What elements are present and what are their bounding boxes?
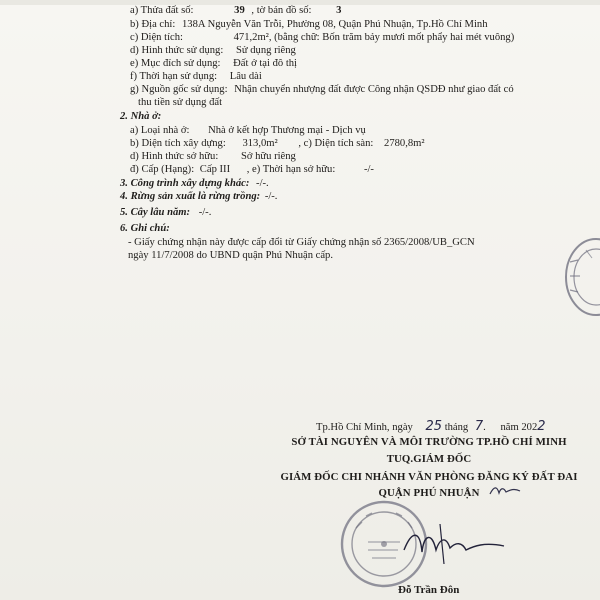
house-type-value: Nhà ở kết hợp Thương mại - Dịch vụ: [208, 125, 366, 136]
agency-heading: SỞ TÀI NGUYÊN VÀ MÔI TRƯỜNG TP.HỒ CHÍ MINH: [291, 436, 567, 448]
map-sheet-number: 3: [336, 5, 342, 16]
perennial-heading: 5. Cây lâu năm:: [120, 207, 191, 218]
date-day: 25: [425, 419, 443, 434]
house-area-line: [130, 137, 425, 150]
usage-term-line: [130, 70, 262, 83]
usage-purpose-value: Đất ở tại đô thị: [233, 58, 297, 69]
usage-form-label: d) Hình thức sử dụng:: [130, 45, 224, 56]
handwritten-signature: [400, 520, 510, 570]
usage-origin-line: [130, 83, 514, 96]
director-heading: GIÁM ĐỐC CHI NHÁNH VĂN PHÒNG ĐĂNG KÝ ĐẤT ĐAI: [280, 471, 578, 483]
ownership-value: Sở hữu riêng: [240, 151, 296, 162]
land-address-line: [130, 18, 488, 31]
building-area-value: 313,0m²: [242, 138, 278, 149]
house-type-label: a) Loại nhà ở:: [130, 125, 190, 136]
ownership-term-value: -/-: [363, 164, 374, 175]
floor-area-label: , c) Diện tích sàn:: [298, 138, 374, 149]
forest-heading: 4. Rừng sản xuất là rừng trồng:: [120, 191, 261, 202]
date-year-last-digit: 2: [537, 419, 546, 434]
perennial-value: -/-.: [198, 207, 212, 218]
district-heading: QUẬN PHÚ NHUẬN: [378, 487, 480, 499]
usage-term-value: Lâu dài: [229, 71, 262, 82]
date-prefix: Tp.Hồ Chí Minh, ngày: [316, 422, 413, 433]
ownership-line: [130, 150, 296, 163]
usage-origin-label: g) Nguồn gốc sử dụng:: [130, 84, 228, 95]
date-year-label: năm 202: [500, 422, 538, 433]
signer-name: Đỗ Trần Đôn: [398, 584, 460, 596]
house-heading: 2. Nhà ở:: [120, 111, 162, 122]
other-construction-line: [120, 177, 269, 190]
land-area-label: c) Diện tích:: [130, 32, 183, 43]
tuq-heading: TUQ.GIÁM ĐỐC: [386, 453, 472, 465]
grade-label: đ) Cấp (Hạng):: [130, 164, 195, 175]
land-area-value: 471,2m², (bằng chữ: Bốn trăm bảy mươi mốt phẩy hai mét vuông): [233, 32, 515, 43]
land-address-value: 138A Nguyễn Văn Trỗi, Phường 08, Quận Phú Nhuận, Tp.Hồ Chí Minh: [181, 19, 488, 30]
date-month-label: tháng: [444, 422, 469, 433]
grade-line: [130, 163, 374, 176]
margin-seal-fragment: [556, 232, 600, 322]
building-area-label: b) Diện tích xây dựng:: [130, 138, 226, 149]
usage-origin-value: Nhận chuyển nhượng đất được Công nhận QSDĐ như giao đất có: [234, 84, 514, 95]
land-address-label: b) Địa chỉ:: [130, 19, 176, 30]
initials-mark: [488, 482, 522, 498]
map-sheet-label: , tờ bản đồ số:: [251, 5, 312, 16]
land-parcel-line: [130, 4, 341, 17]
perennial-line: [120, 206, 211, 219]
usage-term-label: f) Thời hạn sử dụng:: [130, 71, 218, 82]
date-line: Tp.Hồ Chí Minh, ngày 25 tháng 7. năm 2022: [316, 419, 546, 434]
land-parcel-label: a) Thửa đất số:: [130, 5, 194, 16]
usage-purpose-label: e) Mục đích sử dụng:: [130, 58, 221, 69]
usage-origin-continued: thu tiền sử dụng đất: [138, 97, 223, 108]
house-type-line: [130, 124, 366, 137]
land-parcel-number: 39: [234, 5, 245, 16]
forest-value: -/-.: [264, 191, 278, 202]
usage-form-line: [130, 44, 296, 57]
forest-line: [120, 190, 277, 203]
note-line-2: ngày 11/7/2008 do UBND quận Phú Nhuận cấp.: [128, 250, 333, 261]
date-month: 7: [474, 419, 484, 434]
usage-form-value: Sử dụng riêng: [235, 45, 296, 56]
other-construction-heading: 3. Công trình xây dựng khác:: [120, 178, 250, 189]
ownership-term-label: , e) Thời hạn sở hữu:: [246, 164, 336, 175]
usage-purpose-line: [130, 57, 297, 70]
grade-value: Cấp III: [199, 164, 231, 175]
note-line-1: - Giấy chứng nhận này được cấp đổi từ Giấy chứng nhận số 2365/2008/UB_GCN: [128, 237, 475, 248]
other-construction-value: -/-.: [256, 178, 269, 189]
ownership-label: d) Hình thức sở hữu:: [130, 151, 219, 162]
land-area-line: [130, 31, 514, 44]
notes-heading: 6. Ghi chú:: [120, 223, 170, 234]
floor-area-value: 2780,8m²: [384, 138, 425, 149]
